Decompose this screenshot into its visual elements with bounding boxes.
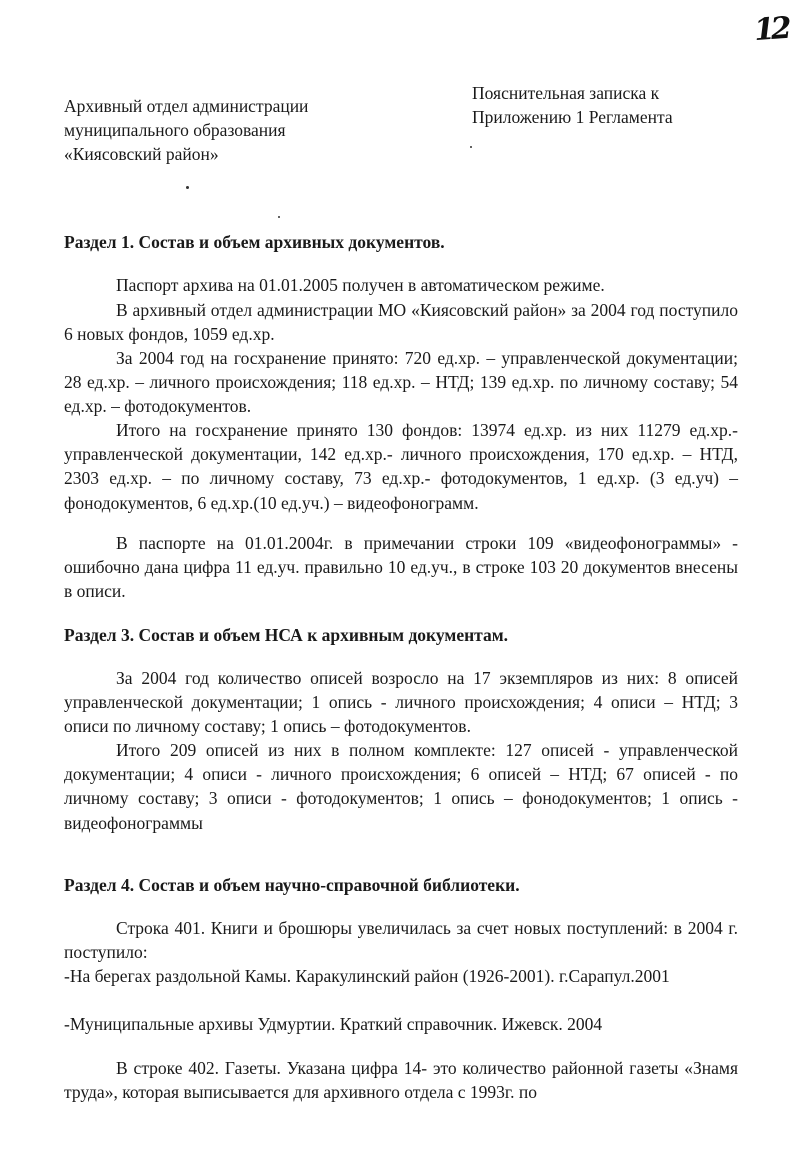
section-1-paragraph: За 2004 год на госхранение принято: 720 ед.хр. – управленческой документации; 28 ед.хр. – личного происхождения; 118 ед.хр. – НТД; 139 ед.хр. по личному составу; 54 ед.хр. – фотодокументов.: [64, 348, 738, 417]
section-4-paragraph: Строка 401. Книги и брошюры увеличилась за счет новых поступлений: в 2004 г. поступило:: [64, 918, 738, 963]
document-title-block: [472, 81, 673, 129]
scan-speck: [186, 186, 189, 189]
section-4-paragraph: В строке 402. Газеты. Указана цифра 14- это количество районной газеты «Знамя труда», которая выписывается для архивного отдела с 1993г. по: [64, 1058, 738, 1103]
section-4-paragraph: -На берегах раздольной Камы. Каракулинский район (1926-2001). г.Сарапул.2001: [64, 966, 670, 986]
sender-line: «Киясовский район»: [64, 144, 219, 164]
scan-speck: [470, 146, 472, 148]
sender-block: [64, 94, 308, 166]
section-3-heading: Раздел 3. Состав и объем НСА к архивным документам.: [64, 625, 509, 645]
section-4-paragraph: -Муниципальные архивы Удмуртии. Краткий справочник. Ижевск. 2004: [64, 1014, 603, 1034]
section-1-heading: Раздел 1. Состав и объем архивных документов.: [64, 232, 445, 252]
section-3-paragraph: За 2004 год количество описей возросло на 17 экземпляров из них: 8 описей управленческой документации; 1 опись - личного происхождения; 4 описи – НТД; 3 описи по личному составу; 1 опись – фотодокументов.: [64, 668, 738, 737]
sender-line: Архивный отдел администрации: [64, 96, 309, 116]
document-title-line: Приложению 1 Регламента: [472, 107, 673, 127]
scan-speck: [278, 216, 280, 218]
section-3-paragraph: Итого 209 описей из них в полном комплекте: 127 описей - управленческой документации; 4 описи - личного происхождения; 6 описей – НТД; 67 описей - по личному составу; 3 описи - фотодокументов; 1 опись – фонодокументов; 1 опись - видеофонограммы: [64, 740, 738, 833]
sender-line: муниципального образования: [64, 120, 286, 140]
section-1-paragraph: Итого на госхранение принято 130 фондов: 13974 ед.хр. из них 11279 ед.хр.- управленческой документации, 142 ед.хр.- личного происхождения, 170 ед.хр. – НТД, 2303 ед.хр. – по личному составу, 73 ед.хр.- фотодокументов, 1 ед.хр. (3 ед.уч) – фонодокументов, 6 ед.хр.(10 ед.уч.) – видеофонограмм.: [64, 420, 738, 513]
section-4-heading: Раздел 4. Состав и объем научно-справочной библиотеки.: [64, 875, 520, 895]
section-1-paragraph: В архивный отдел администрации МО «Киясовский район» за 2004 год поступило 6 новых фондов, 1059 ед.хр.: [64, 300, 738, 345]
page-number: 12: [752, 10, 789, 49]
section-1-paragraph: В паспорте на 01.01.2004г. в примечании строки 109 «видеофонограммы» - ошибочно дана цифра 11 ед.уч. правильно 10 ед.уч., в строке 103 20 документов внесены в описи.: [64, 533, 738, 602]
section-1-paragraph: Паспорт архива на 01.01.2005 получен в автоматическом режиме.: [116, 275, 605, 295]
document-title-line: Пояснительная записка к: [472, 83, 660, 103]
